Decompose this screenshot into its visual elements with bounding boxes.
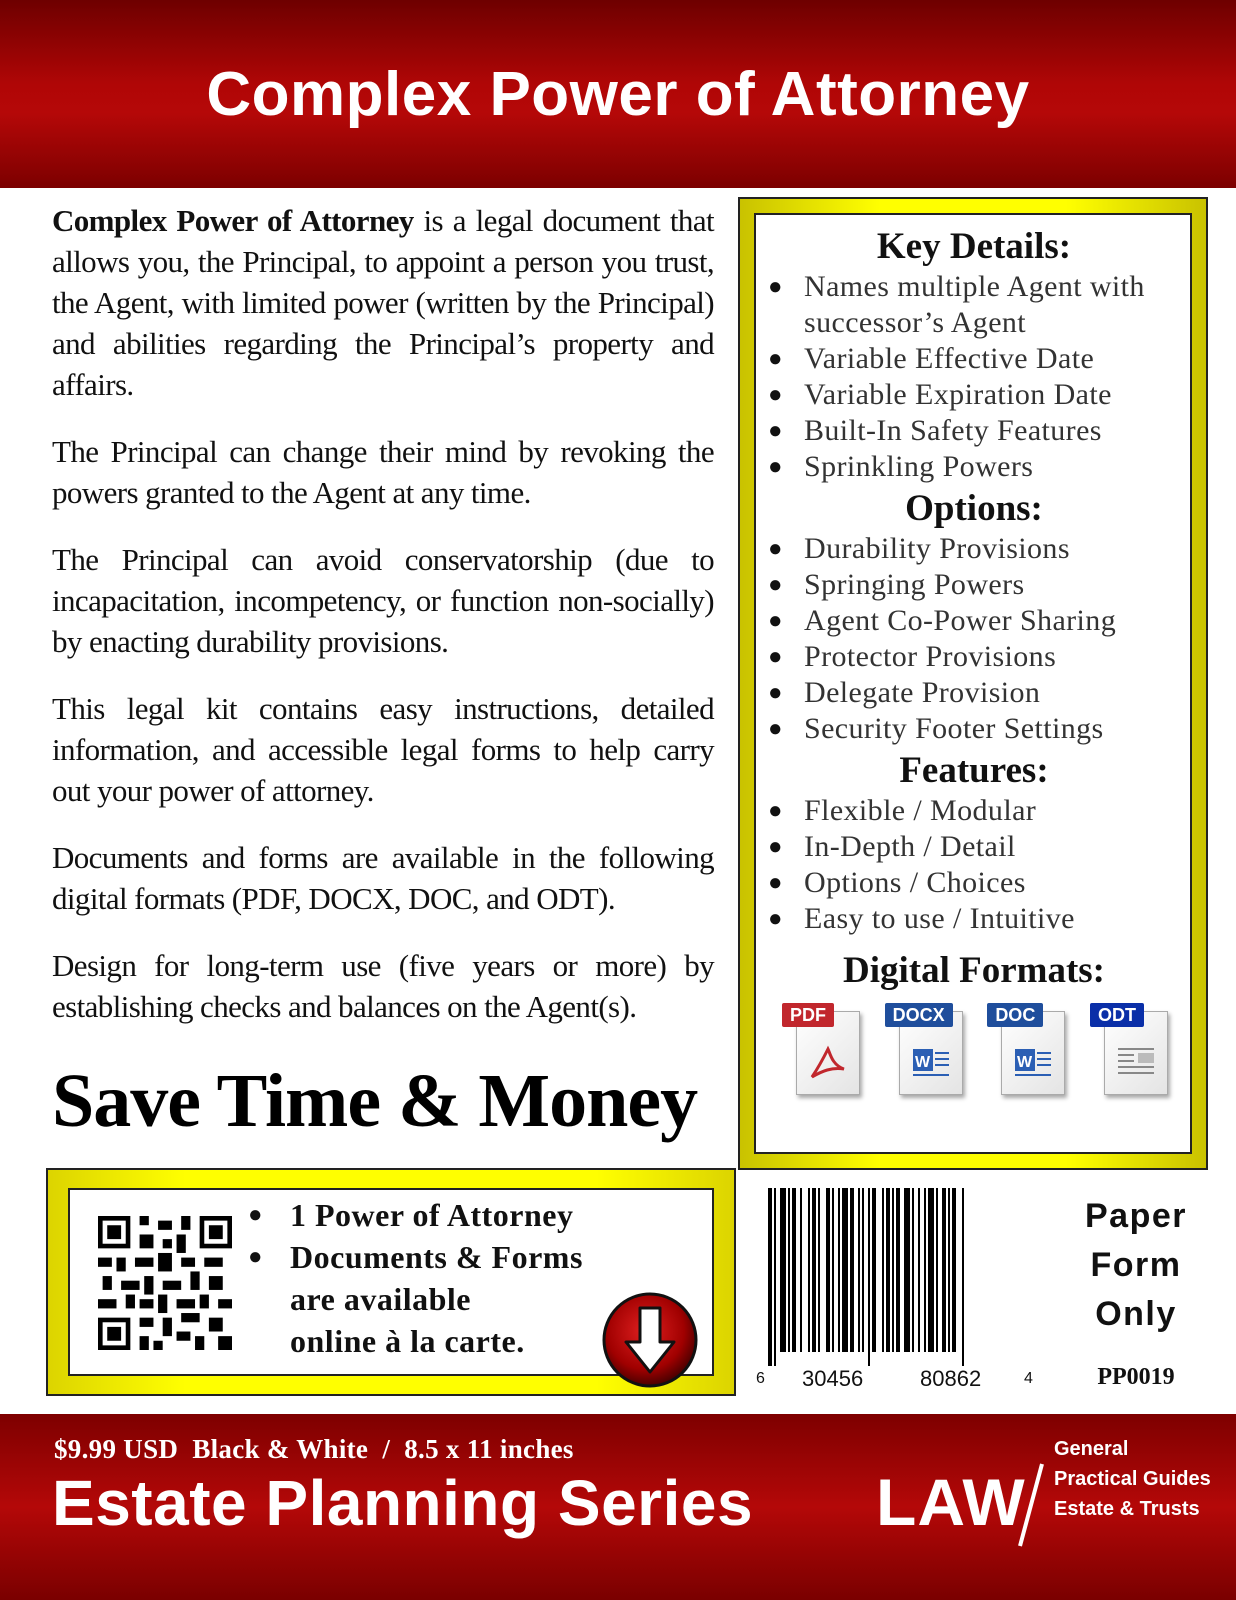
list-item-continuation: online à la carte. — [290, 1323, 525, 1359]
list-item: ● Names multiple Agent with successor’s Agent — [768, 269, 1180, 341]
list-item: ● Flexible / Modular — [768, 793, 1180, 829]
paper-label-line: Paper — [1085, 1197, 1187, 1235]
description-paragraph-6: Design for long-term use (five years or more) by establishing checks and balances on the Agent(s). — [52, 948, 714, 1024]
description-paragraph-4: This legal kit contains easy instructions, detailed information, and accessible legal forms to help carry out your power of attorney. — [52, 691, 714, 808]
barcode-bar — [800, 1188, 802, 1352]
barcode-left-digit: 6 — [756, 1370, 765, 1387]
paper-label-line: Form — [1090, 1246, 1182, 1284]
barcode-bar — [780, 1188, 786, 1352]
product-name: Complex Power of Attorney — [52, 203, 414, 238]
top-banner — [0, 0, 1236, 188]
product-code: PP0019 — [1097, 1364, 1175, 1390]
barcode-bar — [896, 1188, 900, 1352]
barcode-bar — [952, 1188, 956, 1352]
svg-text:W: W — [1017, 1054, 1033, 1071]
doc-label: DOC — [987, 1003, 1043, 1027]
format-icons — [768, 993, 1180, 1103]
online-panel — [46, 1168, 736, 1396]
key-details-inner — [754, 213, 1192, 1154]
barcode-bar — [948, 1188, 950, 1352]
barcode-bars — [762, 1188, 1042, 1368]
guides-list — [1054, 1434, 1211, 1524]
barcode-bar — [936, 1188, 938, 1352]
slogan: Save Time & Money — [52, 1059, 698, 1143]
barcode-bar — [918, 1188, 920, 1352]
docx-icon — [885, 1003, 963, 1103]
barcode-group-1: 30456 — [802, 1366, 864, 1391]
price-info: $9.99 USD Black & White / 8.5 x 11 inches — [54, 1434, 574, 1464]
qr-code[interactable] — [98, 1216, 232, 1350]
barcode-group-2: 80862 — [920, 1366, 982, 1391]
barcode-bar — [928, 1188, 934, 1352]
options-list — [768, 531, 1180, 747]
barcode-bar — [792, 1188, 796, 1352]
list-item-continuation: are available — [290, 1281, 471, 1317]
features-heading: Features: — [899, 750, 1049, 791]
barcode-bar — [838, 1188, 840, 1352]
description-column — [52, 200, 714, 1053]
digital-formats-heading: Digital Formats: — [842, 950, 1106, 991]
barcode-bar — [832, 1188, 834, 1352]
list-item: ● Springing Powers — [768, 567, 1180, 603]
guides-line: Practical Guides — [1054, 1468, 1211, 1490]
options-heading: Options: — [905, 488, 1043, 529]
barcode-bar — [808, 1188, 810, 1352]
barcode-right-digit: 4 — [1024, 1370, 1033, 1387]
list-item: ● Options / Choices — [768, 865, 1180, 901]
description-text: is a legal document that allows you, the Principal, to appoint a person you trust, the Agent, with limited power (written by the Principal) and abilities regarding the Principal’s property and affairs. — [52, 203, 714, 402]
list-item: ● Agent Co-Power Sharing — [768, 603, 1180, 639]
list-item: ● Delegate Provision — [768, 675, 1180, 711]
barcode — [756, 1188, 1042, 1398]
series-title: Estate Planning Series — [52, 1467, 754, 1539]
barcode-bar — [768, 1188, 772, 1366]
barcode-bar — [826, 1188, 830, 1352]
barcode-bar — [774, 1188, 776, 1366]
law-logo: LAW — [876, 1465, 1026, 1539]
list-item: ● Durability Provisions — [768, 531, 1180, 567]
pdf-label: PDF — [782, 1003, 834, 1027]
barcode-bar — [892, 1188, 894, 1352]
online-panel-inner — [68, 1188, 714, 1376]
key-details-list — [768, 269, 1180, 485]
page-title: Complex Power of Attorney — [206, 59, 1030, 129]
description-paragraph-2: The Principal can change their mind by revoking the powers granted to the Agent at any time. — [52, 434, 714, 510]
list-item: ● Documents & Forms — [248, 1236, 688, 1278]
key-details-heading: Key Details: — [876, 226, 1072, 267]
paper-label-line: Only — [1095, 1295, 1177, 1333]
list-item: ● Protector Provisions — [768, 639, 1180, 675]
barcode-bar — [858, 1188, 860, 1352]
barcode-bar — [868, 1188, 870, 1366]
paper-form-label — [1056, 1192, 1216, 1339]
barcode-bar — [818, 1188, 820, 1352]
bottom-banner — [0, 1414, 1236, 1600]
svg-text:W: W — [914, 1054, 930, 1071]
description-paragraph-3: The Principal can avoid conservatorship (due to incapacitation, incompetency, or function non-socially) by enacting durability provisions. — [52, 542, 714, 659]
features-list — [768, 793, 1180, 937]
doc-icon — [987, 1003, 1065, 1103]
list-item: ● Easy to use / Intuitive — [768, 901, 1180, 937]
barcode-bar — [842, 1188, 848, 1352]
docx-label: DOCX — [885, 1003, 953, 1027]
barcode-bar — [962, 1188, 964, 1366]
description-paragraph-5: Documents and forms are available in the following digital formats (PDF, DOCX, DOC, and ODT). — [52, 840, 714, 916]
list-item: ● Sprinkling Powers — [768, 449, 1180, 485]
odt-label: ODT — [1090, 1003, 1144, 1027]
list-item: ● Variable Effective Date — [768, 341, 1180, 377]
barcode-bar — [886, 1188, 890, 1352]
list-item: ● Built-In Safety Features — [768, 413, 1180, 449]
list-item: ● 1 Power of Attorney — [248, 1194, 688, 1236]
barcode-bar — [882, 1188, 884, 1352]
barcode-bar — [904, 1188, 910, 1352]
barcode-bar — [862, 1188, 864, 1352]
guides-line: General — [1054, 1438, 1129, 1460]
barcode-bar — [788, 1188, 790, 1352]
download-arrow-icon[interactable] — [600, 1290, 700, 1390]
barcode-bar — [872, 1188, 876, 1352]
barcode-bar — [942, 1188, 946, 1352]
slash-divider-icon — [1014, 1460, 1048, 1550]
list-item: ● In-Depth / Detail — [768, 829, 1180, 865]
barcode-bar — [812, 1188, 816, 1352]
description-paragraph-1 — [52, 200, 714, 405]
list-item: ● Variable Expiration Date — [768, 377, 1180, 413]
guides-line: Estate & Trusts — [1054, 1498, 1200, 1520]
key-details-panel — [738, 197, 1208, 1170]
list-item: ● Security Footer Settings — [768, 711, 1180, 747]
barcode-bar — [850, 1188, 854, 1352]
pdf-icon — [782, 1003, 860, 1103]
barcode-bar — [912, 1188, 914, 1352]
barcode-bar — [924, 1188, 926, 1352]
odt-icon — [1090, 1003, 1168, 1103]
